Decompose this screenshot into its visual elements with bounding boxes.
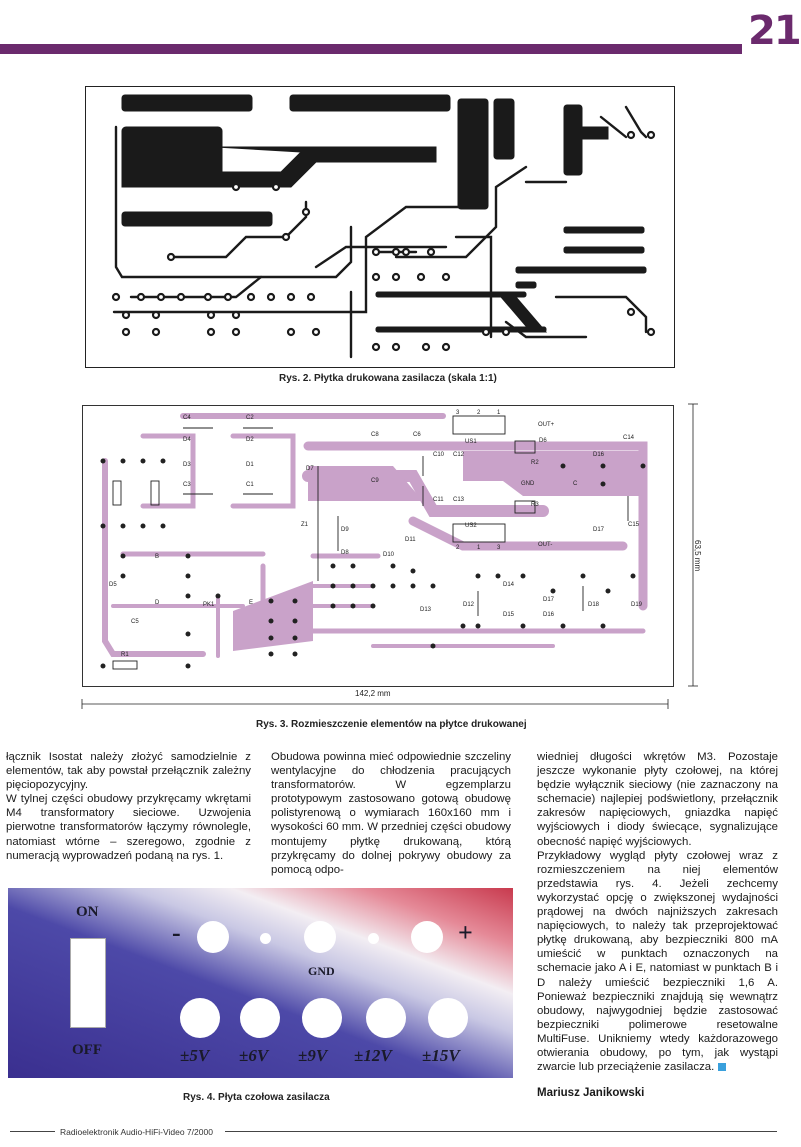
range-5v-label: ±5V: [180, 1046, 210, 1065]
label-out-plus: OUT+: [538, 422, 555, 428]
component-layout-drawing: [83, 406, 673, 686]
label-c3: C3: [183, 482, 191, 488]
label-c14: C14: [623, 435, 635, 441]
label-c15: C15: [628, 522, 640, 528]
label-c6: C6: [413, 432, 421, 438]
author-name: Mariusz Janikowski: [537, 1087, 645, 1099]
minus-indicator-led: [260, 933, 271, 944]
text-column-left: [6, 750, 251, 863]
end-mark-icon: [718, 1063, 726, 1071]
label-d5: D5: [109, 582, 117, 588]
label-pin-top-3: 3: [456, 410, 460, 416]
label-pin-bot-2: 2: [456, 545, 460, 551]
plus-indicator-led: [368, 933, 379, 944]
layout-caption: Rys. 3. Rozmieszczenie elementów na płytce drukowanej: [256, 719, 527, 730]
label-d16b: D16: [593, 452, 605, 458]
width-dimension: [80, 698, 670, 710]
panel-caption: Rys. 4. Płyta czołowa zasilacza: [183, 1092, 330, 1103]
panel-off-label: OFF: [72, 1042, 102, 1058]
panel-plus-label: +: [458, 918, 473, 947]
range-6v-position[interactable]: [240, 998, 280, 1038]
label-d2: D2: [246, 437, 254, 443]
label-c5: C5: [131, 619, 139, 625]
label-us2: US2: [465, 523, 477, 529]
text-column-middle: [271, 750, 511, 877]
label-pin-top-1: 1: [497, 410, 501, 416]
label-d10: D10: [383, 552, 395, 558]
left-column-text: łącznik Isostat należy złożyć samodzielnie z elementów, tak aby powstał przełącznik zależny pięciopozycyjny. W tylnej części obudowy przykręcamy wkrętami M4 transformatory sieciowe. Uzwojenia pierwotne transformatorów łączymy równolegle, natomiast wtórne – szeregowo, zgodnie z numeracją wyprowadzeń podaną na rys. 1.: [6, 751, 251, 862]
label-pin-bot-3: 3: [497, 545, 501, 551]
label-pk1: PK1: [203, 602, 215, 608]
component-layout-figure: [82, 405, 674, 687]
label-us1: US1: [465, 439, 477, 445]
panel-on-label: ON: [76, 904, 99, 920]
label-pin-top-2: 2: [477, 410, 481, 416]
label-c2: C2: [246, 415, 254, 421]
range-9v-label: ±9V: [298, 1046, 328, 1065]
height-dimension-label: 63,5 mm: [693, 540, 702, 572]
width-dimension-label: 142,2 mm: [355, 689, 391, 698]
label-d1: D1: [246, 462, 254, 468]
label-d13: D13: [420, 607, 432, 613]
label-r1: R1: [121, 652, 129, 658]
label-c13: C13: [453, 497, 465, 503]
plus-output-socket[interactable]: [411, 921, 443, 953]
label-d4: D4: [183, 437, 191, 443]
label-z1: Z1: [301, 522, 309, 528]
range-6v-label: ±6V: [239, 1046, 269, 1065]
label-d15: D15: [503, 612, 515, 618]
label-c4: C4: [183, 415, 191, 421]
label-d12: D12: [463, 602, 475, 608]
label-out-minus: OUT-: [538, 542, 553, 548]
right-column-text-2-body: Przykładowy wygląd płyty czołowej wraz z rozmieszczeniem na niej elementów przedstawia rys. 4. Jeżeli zechcemy wykorzystać opcję o zwiększonej wydajności prądowej na dwóch najniższych zakresach napięciowych, to należy tak przeprojektować płytkę drukowaną, aby bezpieczniki 800 mA umieścić w punktach oznaczonych na schemacie jako A i E, natomiast w punktach B i D należy umieścić bezpieczniki 1,6 A. Ponieważ bezpieczniki znajdują się wewnątrz obudowy, najwygodniej będzie zastosować bezpieczniki polimerowe resetowalne MultiFuse. Unikniemy wtedy każdorazowego otwierania obudowy, po tym, jak wystąpi zwarcie lub przeciążenie zasilacza.: [537, 849, 778, 1074]
label-c1: C1: [246, 482, 254, 488]
label-d17: D17: [543, 597, 555, 603]
label-d3: D3: [183, 462, 191, 468]
pcb-caption: Rys. 2. Płytka drukowana zasilacza (skala 1:1): [279, 373, 497, 384]
label-d6: D6: [539, 438, 547, 444]
label-node-d: D: [155, 600, 160, 606]
label-c9: C9: [371, 478, 379, 484]
middle-column-text: Obudowa powinna mieć odpowiednie szczeliny wentylacyjne do chłodzenia pracujących transformatorów. W egzemplarzu prototypowym zastosowano gotową obudowę polistyrenową o wymiarach 160x160 mm i wysokości 60 mm. W przedniej części obudowy montujemy płytkę drukowaną, którą przykręcamy do dolnej pokrywy obudowy za pomocą odpo-: [271, 751, 511, 876]
right-column-text-1: wiedniej długości wkrętów M3. Pozostaje jeszcze wykonanie płyty czołowej, na której będzie wyłącznik sieciowy (nie zaznaczony na schemacie) najlepiej podświetlony, przełącznik zakresów napięciowych, gniazdka napięć wyjściowych i diody świecące, sygnalizujące obecność napięć wyjściowych.: [537, 751, 778, 848]
range-5v-position[interactable]: [180, 998, 220, 1038]
label-node-e: E: [249, 600, 254, 606]
label-d7: D7: [306, 466, 314, 472]
text-column-right: [537, 750, 778, 1074]
label-c11: C11: [433, 497, 444, 503]
label-c10: C10: [433, 452, 445, 458]
front-panel-figure: [8, 888, 513, 1078]
label-d17b: D17: [593, 527, 605, 533]
label-node-b: B: [155, 554, 160, 560]
label-r2: R2: [531, 460, 539, 466]
pcb-figure: [85, 86, 675, 368]
label-c-right: C: [573, 481, 578, 487]
minus-output-socket[interactable]: [197, 921, 229, 953]
power-switch[interactable]: [70, 938, 106, 1028]
gnd-output-socket[interactable]: [304, 921, 336, 953]
label-d8: D8: [341, 550, 349, 556]
right-column-text-2: [537, 849, 778, 1075]
label-pin-bot-1: 1: [477, 545, 481, 551]
label-d16: D16: [543, 612, 555, 618]
footer-rule-left: [10, 1131, 55, 1132]
page-number: 21: [748, 8, 800, 54]
panel-minus-label: -: [172, 918, 181, 947]
label-gnd: GND: [521, 481, 535, 487]
range-15v-label: ±15V: [422, 1046, 460, 1065]
range-15v-position[interactable]: [428, 998, 468, 1038]
label-d11: D11: [405, 537, 416, 543]
label-r3: R3: [531, 502, 539, 508]
range-12v-position[interactable]: [366, 998, 406, 1038]
footer-rule-right: [225, 1131, 777, 1132]
label-d9: D9: [341, 527, 349, 533]
label-c8: C8: [371, 432, 379, 438]
range-9v-position[interactable]: [302, 998, 342, 1038]
label-d19: D19: [631, 602, 643, 608]
pcb-drawing: [86, 87, 674, 367]
footer-text: Radioelektronik Audio-HiFi-Video 7/2000: [60, 1127, 213, 1137]
range-12v-label: ±12V: [354, 1046, 392, 1065]
label-d18: D18: [588, 602, 600, 608]
header-bar: [0, 44, 742, 54]
label-c12: C12: [453, 452, 465, 458]
label-d14: D14: [503, 582, 515, 588]
panel-gnd-label: GND: [308, 964, 335, 978]
